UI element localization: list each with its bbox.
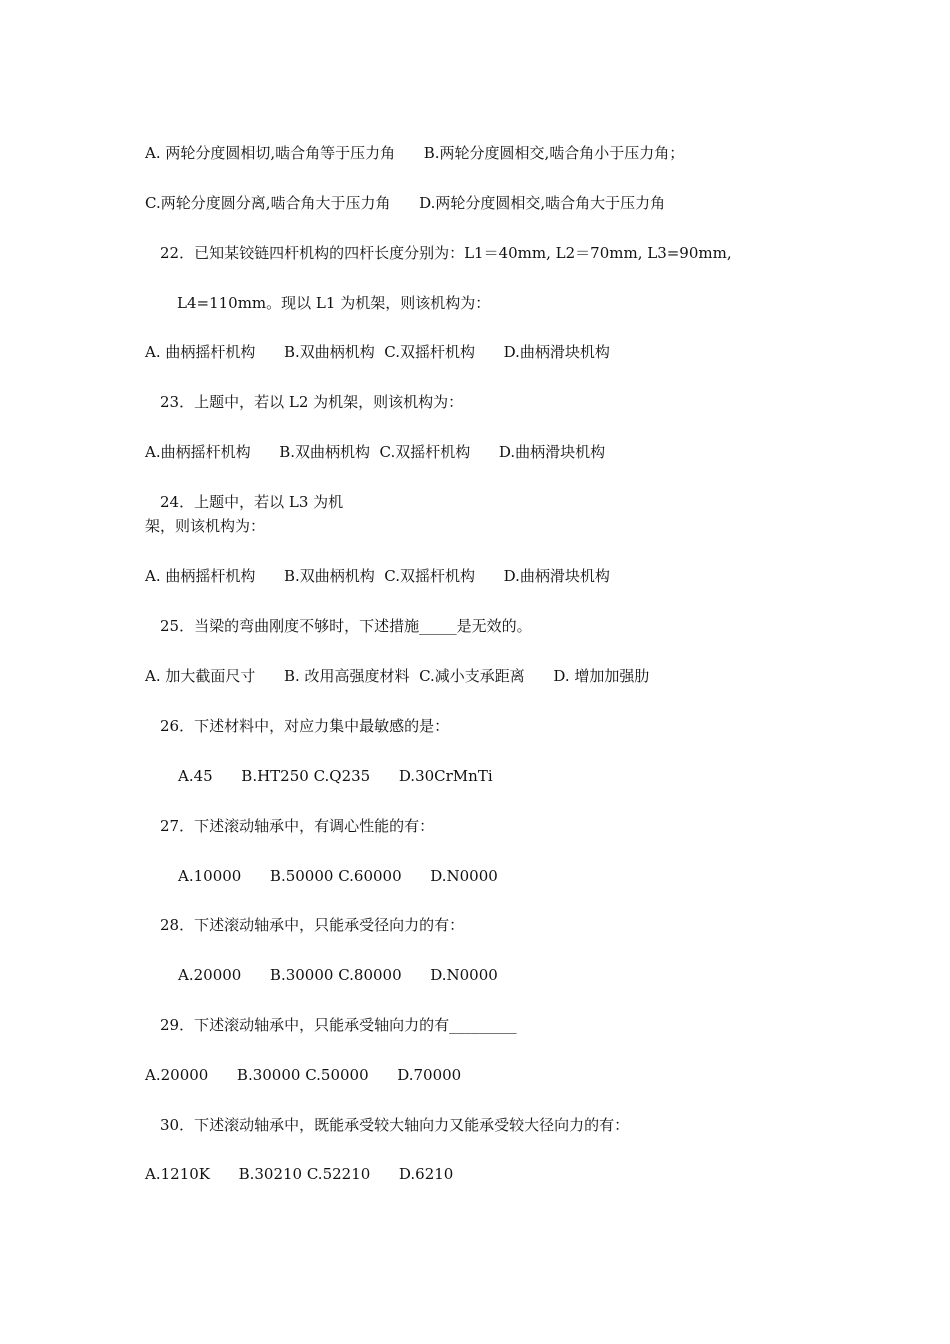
question-30-options: A.1210K B.30210 C.52210 D.6210: [145, 1165, 454, 1183]
question-26: 26．下述材料中，对应力集中最敏感的是：: [160, 717, 450, 735]
question-23-options: A.曲柄摇杆机构 B.双曲柄机构 C.双摇杆机构 D.曲柄滑块机构: [145, 443, 606, 461]
question-24-line2: 架，则该机构为：: [145, 517, 266, 535]
question-22-line1: 22．已知某铰链四杆机构的四杆长度分别为：L1＝40mm, L2＝70mm, L3=90mm,: [160, 244, 732, 262]
question-23: 23．上题中，若以 L2 为机架，则该机构为：: [160, 393, 464, 411]
question-25: 25．当梁的弯曲刚度不够时，下述措施_____是无效的。: [160, 617, 532, 635]
question-24-options: A. 曲柄摇杆机构 B.双曲柄机构 C.双摇杆机构 D.曲柄滑块机构: [145, 567, 610, 585]
question-28-options: A.20000 B.30000 C.80000 D.N0000: [178, 966, 498, 984]
question-29-options: A.20000 B.30000 C.50000 D.70000: [145, 1066, 462, 1084]
question-28: 28．下述滚动轴承中，只能承受径向力的有：: [160, 916, 465, 934]
question-29: 29．下述滚动轴承中，只能承受轴向力的有_________: [160, 1016, 517, 1034]
question-27: 27．下述滚动轴承中，有调心性能的有：: [160, 817, 435, 835]
q21-options-cd: C.两轮分度圆分离,啮合角大于压力角 D.两轮分度圆相交,啮合角大于压力角: [145, 194, 666, 212]
question-27-options: A.10000 B.50000 C.60000 D.N0000: [178, 867, 498, 885]
question-22-line2: L4=110mm。现以 L1 为机架，则该机构为：: [177, 294, 491, 312]
question-26-options: A.45 B.HT250 C.Q235 D.30CrMnTi: [178, 767, 493, 785]
q21-options-ab: A. 两轮分度圆相切,啮合角等于压力角 B.两轮分度圆相交,啮合角小于压力角；: [145, 144, 685, 162]
question-30: 30．下述滚动轴承中，既能承受较大轴向力又能承受较大径向力的有：: [160, 1116, 630, 1134]
question-22-options: A. 曲柄摇杆机构 B.双曲柄机构 C.双摇杆机构 D.曲柄滑块机构: [145, 343, 610, 361]
question-25-options: A. 加大截面尺寸 B. 改用高强度材料 C.减小支承距离 D. 增加加强肋: [145, 667, 650, 685]
question-24-line1: 24．上题中，若以 L3 为机: [160, 493, 344, 511]
